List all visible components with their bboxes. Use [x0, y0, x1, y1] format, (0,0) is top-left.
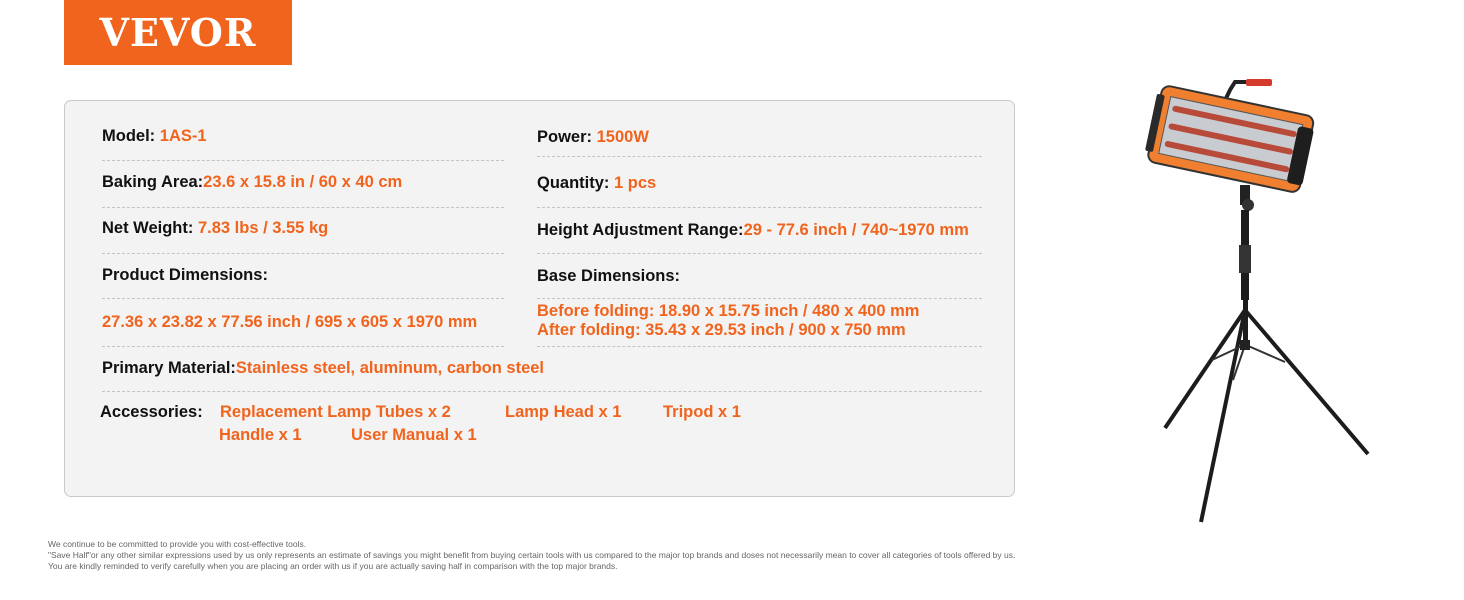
- footer-disclaimer: [48, 539, 1015, 572]
- divider: [102, 298, 504, 299]
- accessory-item: Handle x 1: [219, 426, 302, 444]
- material-value: Stainless steel, aluminum, carbon steel: [235, 359, 545, 377]
- spec-product-dimensions: [102, 266, 268, 285]
- divider: [102, 391, 982, 392]
- baking-area-label: Baking Area:: [102, 173, 204, 191]
- spec-height-range: [537, 221, 969, 240]
- divider: [537, 298, 982, 299]
- divider: [537, 346, 982, 347]
- tripod-leg: [1245, 310, 1368, 454]
- footer-line: You are kindly reminded to verify carefully when you are placing an order with us if you are actually saving half in comparison with the top major brands.: [48, 561, 618, 571]
- model-label: Model:: [102, 127, 156, 145]
- divider: [537, 253, 982, 254]
- power-value: 1500W: [596, 128, 649, 146]
- accessory-item: Tripod x 1: [663, 403, 741, 421]
- accessory-item: Lamp Head x 1: [505, 403, 622, 421]
- brand-logo: [64, 0, 292, 65]
- product-dimensions-label: Product Dimensions:: [102, 266, 268, 284]
- divider: [102, 207, 504, 208]
- base-dimensions-label: Base Dimensions:: [537, 267, 681, 285]
- footer-line: We continue to be committed to provide you with cost-effective tools.: [48, 539, 307, 549]
- footer-line: "Save Half"or any other similar expressions used by us only represents an estimate of savings you might benefit from buying certain tools with us compared to the major top brands and doses not necessarily mean to cover all categories of tools offered by us.: [48, 550, 1016, 560]
- height-range-label: Height Adjustment Range:: [537, 221, 744, 239]
- spec-material: [102, 359, 544, 378]
- product-image: [1120, 70, 1400, 540]
- material-label: Primary Material:: [102, 359, 236, 377]
- accessories-label: Accessories:: [100, 403, 203, 421]
- accessory-item: Replacement Lamp Tubes x 2: [220, 403, 451, 421]
- divider: [102, 346, 504, 347]
- divider: [537, 207, 982, 208]
- baking-area-value: 23.6 x 15.8 in / 60 x 40 cm: [203, 173, 403, 191]
- power-label: Power:: [537, 128, 593, 146]
- spec-model: [102, 127, 207, 146]
- net-weight-value: 7.83 lbs / 3.55 kg: [197, 219, 329, 237]
- quantity-value: 1 pcs: [614, 174, 657, 192]
- divider: [102, 253, 504, 254]
- height-range-value: 29 - 77.6 inch / 740~1970 mm: [743, 221, 969, 239]
- spec-net-weight: [102, 219, 328, 238]
- divider: [537, 156, 982, 157]
- handle-grip: [1246, 79, 1272, 86]
- base-dimensions-before: Before folding: 18.90 x 15.75 inch / 480 x 400 mm: [537, 302, 920, 320]
- net-weight-label: Net Weight:: [102, 219, 194, 237]
- spec-quantity: [537, 174, 656, 193]
- spec-baking-area: [102, 173, 402, 192]
- accessory-item: User Manual x 1: [351, 426, 477, 444]
- product-dimensions-value: 27.36 x 23.82 x 77.56 inch / 695 x 605 x 1970 mm: [102, 313, 478, 331]
- model-value: 1AS-1: [159, 127, 207, 145]
- spec-power: [537, 128, 649, 147]
- quantity-label: Quantity:: [537, 174, 610, 192]
- lamp-head: [1143, 84, 1317, 194]
- spec-base-dimensions: [537, 267, 680, 286]
- base-dimensions-after: After folding: 35.43 x 29.53 inch / 900 x 750 mm: [537, 321, 906, 339]
- logo-text: VEVOR: [99, 10, 257, 55]
- divider: [102, 160, 504, 161]
